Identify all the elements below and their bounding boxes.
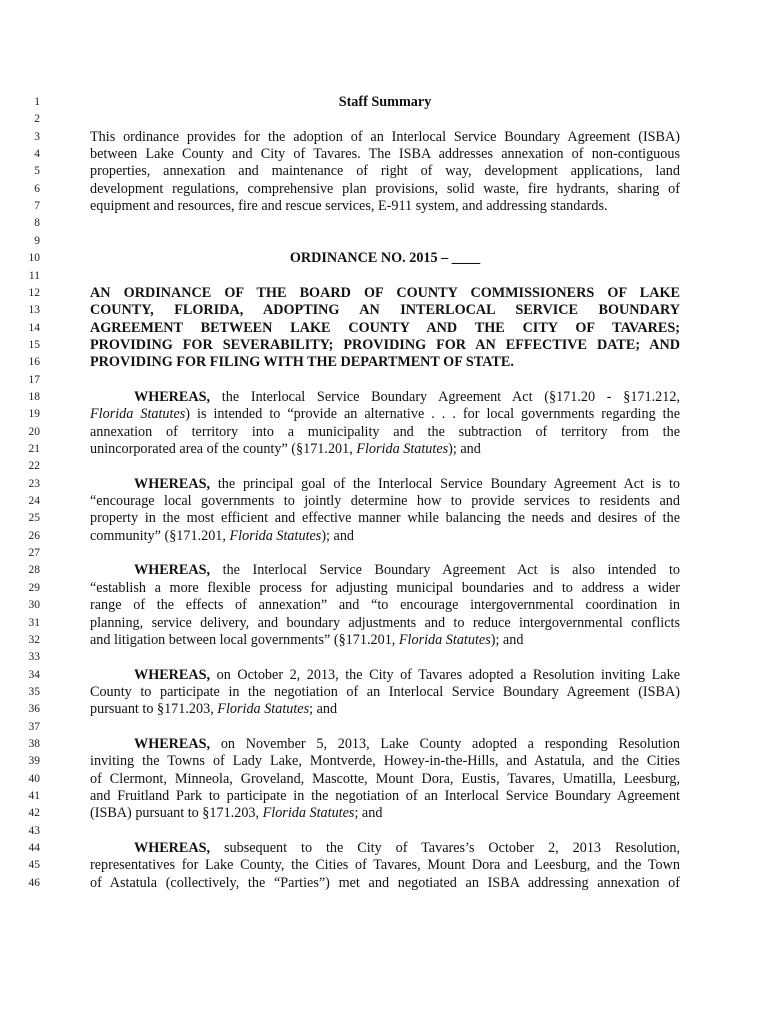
text-segment: equipment and resources, fire and rescue services, E-911 system, and addressing standards. (90, 198, 608, 215)
document-line (0, 476, 770, 493)
document-line (0, 805, 770, 822)
line-number: 42 (28, 807, 40, 820)
line-text (90, 701, 680, 718)
line-number: 20 (28, 425, 40, 438)
line-text (90, 771, 680, 788)
document-line (0, 597, 770, 614)
italic-text: Florida Statutes (398, 631, 491, 648)
line-text (90, 146, 680, 163)
text-segment: community” (§171.201, (90, 527, 230, 544)
text-segment: This ordinance provides for the adoption of an Interlocal Service Boundary Agreement (ISBA) (90, 128, 680, 145)
bold-text: PROVIDING FOR SEVERABILITY; PROVIDING FOR AN EFFECTIVE DATE; AND (90, 336, 680, 353)
line-text (90, 163, 680, 180)
line-number: 25 (28, 512, 40, 525)
line-text (90, 389, 680, 406)
document-line (0, 632, 770, 649)
line-number: 40 (28, 772, 40, 785)
document-line (0, 771, 770, 788)
text-segment: subsequent to the City of Tavares’s October 2, 2013 Resolution, (210, 840, 680, 857)
document-line (0, 788, 770, 805)
text-segment: on October 2, 2013, the City of Tavares adopted a Resolution inviting Lake (210, 666, 680, 683)
line-number: 5 (34, 165, 40, 178)
line-number: 31 (28, 616, 40, 629)
document-line (0, 562, 770, 579)
document-line (0, 302, 770, 319)
document-line (0, 736, 770, 753)
line-number: 41 (28, 790, 40, 802)
line-text (90, 684, 680, 701)
text-segment: ); and (321, 527, 355, 544)
bold-text: Staff Summary (338, 94, 432, 110)
line-text (90, 181, 680, 198)
line-text (90, 406, 680, 423)
line-text (90, 615, 680, 632)
line-number: 7 (34, 200, 40, 213)
document-line (0, 458, 770, 475)
document-line (0, 337, 770, 354)
line-number: 30 (28, 599, 40, 612)
line-text (90, 320, 680, 337)
text-segment: pursuant to §171.203, (90, 701, 218, 718)
text-segment: “encourage local governments to jointly determine how to provide services to residents and (90, 493, 680, 510)
line-text (90, 285, 680, 302)
line-number: 3 (34, 130, 40, 143)
line-number: 37 (28, 720, 40, 733)
line-number: 18 (28, 390, 40, 403)
line-number: 36 (28, 703, 40, 716)
bold-text: WHEREAS, (134, 475, 211, 492)
bold-text: WHEREAS, (134, 666, 211, 683)
line-text (90, 805, 680, 822)
line-number: 35 (28, 685, 40, 698)
document-line (0, 753, 770, 770)
line-text (90, 788, 680, 805)
text-segment: ; and (309, 701, 338, 718)
line-number: 16 (28, 356, 40, 369)
text-segment: the principal goal of the Interlocal Service Boundary Agreement Act is to (210, 475, 680, 492)
line-text (90, 667, 680, 684)
line-text (90, 510, 680, 527)
line-text (90, 632, 680, 649)
line-number: 43 (28, 824, 40, 837)
document-line (0, 493, 770, 510)
document-line (0, 441, 770, 458)
bold-text: WHEREAS, (134, 840, 211, 857)
text-segment: annexation of territory into a municipality and the subtraction of territory from the (90, 423, 680, 440)
text-segment: the Interlocal Service Boundary Agreement Act (§171.20 - §171.212, (210, 388, 680, 405)
line-number: 26 (28, 529, 40, 542)
document-line (0, 580, 770, 597)
line-number: 33 (28, 651, 40, 664)
italic-text: Florida Statutes (229, 527, 322, 544)
line-text (90, 441, 680, 458)
document-line (0, 198, 770, 215)
text-segment: representatives for Lake County, the Cities of Tavares, Mount Dora and Leesburg, and the Town (90, 857, 680, 874)
line-number: 19 (28, 408, 40, 421)
document-line (0, 424, 770, 441)
text-segment: of Clermont, Minneola, Groveland, Mascotte, Mount Dora, Eustis, Tavares, Umatilla, Leesburg, (90, 770, 680, 787)
document-line (0, 94, 770, 111)
document-line (0, 372, 770, 389)
line-text (90, 198, 680, 215)
text-segment: ); and (448, 441, 481, 457)
line-number: 15 (28, 338, 40, 351)
line-text (90, 424, 680, 441)
line-number: 32 (28, 633, 40, 646)
bold-text: COUNTY, FLORIDA, ADOPTING AN INTERLOCAL SERVICE BOUNDARY (90, 302, 680, 319)
line-number: 17 (28, 373, 40, 386)
line-text (90, 857, 680, 874)
document-line (0, 163, 770, 180)
text-segment: inviting the Towns of Lady Lake, Montverde, Howey-in-the-Hills, and Astatula, and the Cities (90, 753, 680, 770)
line-text (90, 476, 680, 493)
line-text (90, 528, 680, 545)
line-text (90, 597, 680, 614)
document-line (0, 684, 770, 701)
line-text (90, 493, 680, 510)
text-segment: ); and (490, 631, 524, 648)
text-segment: ; and (354, 805, 383, 822)
text-segment: range of the effects of annexation” and “to encourage intergovernmental coordination in (90, 597, 680, 614)
document-line (0, 667, 770, 684)
document-line (0, 233, 770, 250)
line-number: 27 (28, 547, 40, 560)
line-text (90, 129, 680, 146)
document-line (0, 268, 770, 285)
italic-text: Florida Statutes (217, 701, 310, 718)
text-segment: between Lake County and City of Tavares. The ISBA addresses annexation of non-contiguous (90, 146, 680, 163)
line-number: 22 (28, 460, 40, 473)
document-line (0, 545, 770, 562)
bold-text: WHEREAS, (134, 562, 211, 579)
text-segment: unincorporated area of the county” (§171.201, (90, 441, 357, 457)
line-text (90, 840, 680, 857)
document-line (0, 320, 770, 337)
document-line (0, 215, 770, 232)
bold-text: ORDINANCE NO. 2015 – ____ (289, 250, 481, 267)
text-segment: on November 5, 2013, Lake County adopted a responding Resolution (210, 735, 680, 752)
bold-text: AGREEMENT BETWEEN LAKE COUNTY AND THE CITY OF TAVARES; (90, 319, 680, 336)
line-number: 1 (34, 96, 40, 108)
document-line (0, 528, 770, 545)
document-line (0, 719, 770, 736)
line-text (90, 337, 680, 354)
document-line (0, 111, 770, 128)
document-line (0, 181, 770, 198)
document-line (0, 857, 770, 874)
line-number: 45 (28, 859, 40, 872)
line-text (90, 94, 680, 111)
document-line (0, 129, 770, 146)
document-line (0, 875, 770, 892)
line-text (90, 354, 680, 371)
line-number: 4 (34, 148, 40, 161)
line-number: 13 (28, 304, 40, 317)
document-line (0, 146, 770, 163)
line-number: 23 (28, 477, 40, 490)
document-line (0, 510, 770, 527)
document-line (0, 250, 770, 267)
line-number: 11 (28, 269, 40, 282)
text-segment: County to participate in the negotiation of an Interlocal Service Boundary Agreement (ISBA) (90, 683, 680, 700)
bold-text: WHEREAS, (134, 388, 211, 405)
document-line (0, 389, 770, 406)
text-segment: ) is intended to “provide an alternative . . . for local governments regarding the (185, 406, 680, 423)
document-line (0, 823, 770, 840)
document-line (0, 615, 770, 632)
bold-text: PROVIDING FOR FILING WITH THE DEPARTMENT OF STATE. (90, 354, 514, 371)
line-text (90, 736, 680, 753)
line-number: 14 (28, 321, 40, 334)
bold-text: AN ORDINANCE OF THE BOARD OF COUNTY COMMISSIONERS OF LAKE (90, 284, 680, 301)
italic-text: Florida Statutes (356, 441, 449, 457)
bold-text: WHEREAS, (134, 735, 211, 752)
line-text (90, 753, 680, 770)
line-number: 38 (28, 737, 40, 750)
line-number: 44 (28, 842, 40, 855)
italic-text: Florida Statutes (262, 805, 355, 822)
text-segment: and litigation between local governments” (§171.201, (90, 631, 399, 648)
text-segment: the Interlocal Service Boundary Agreement Act is also intended to (210, 562, 680, 579)
italic-text: Florida Statutes (90, 406, 186, 423)
line-number: 21 (28, 443, 40, 455)
document-line (0, 649, 770, 666)
line-number: 10 (28, 252, 40, 265)
line-number: 9 (34, 234, 40, 247)
text-segment: development regulations, comprehensive plan provisions, solid waste, fire hydrants, sharing of (90, 180, 680, 197)
line-text (90, 875, 680, 892)
line-number: 2 (34, 113, 40, 126)
line-number: 24 (28, 495, 40, 508)
line-number: 12 (28, 286, 40, 299)
line-number: 34 (28, 668, 40, 681)
line-number: 8 (34, 217, 40, 230)
text-segment: (ISBA) pursuant to §171.203, (90, 805, 263, 822)
line-number: 28 (28, 564, 40, 577)
text-segment: properties, annexation and maintenance of right of way, development applications, land (90, 163, 680, 180)
line-text (90, 302, 680, 319)
line-text (90, 250, 680, 267)
line-number: 29 (28, 581, 40, 594)
text-segment: property in the most efficient and effective manner while balancing the needs and desires of the (90, 510, 680, 527)
line-number: 39 (28, 755, 40, 768)
text-segment: planning, service delivery, and boundary adjustments and to reduce intergovernmental conflicts (90, 614, 680, 631)
line-number: 6 (34, 182, 40, 195)
text-segment: and Fruitland Park to participate in the negotiation of an Interlocal Service Boundary Agreement (90, 788, 680, 804)
document-line (0, 406, 770, 423)
document-line (0, 354, 770, 371)
line-text (90, 562, 680, 579)
document-line (0, 701, 770, 718)
line-text (90, 580, 680, 597)
text-segment: “establish a more flexible process for adjusting municipal boundaries and to address a wider (90, 579, 680, 596)
line-number: 46 (28, 876, 40, 889)
document-line (0, 285, 770, 302)
text-segment: of Astatula (collectively, the “Parties”) met and negotiated an ISBA addressing annexation of (90, 874, 680, 891)
document-line (0, 840, 770, 857)
